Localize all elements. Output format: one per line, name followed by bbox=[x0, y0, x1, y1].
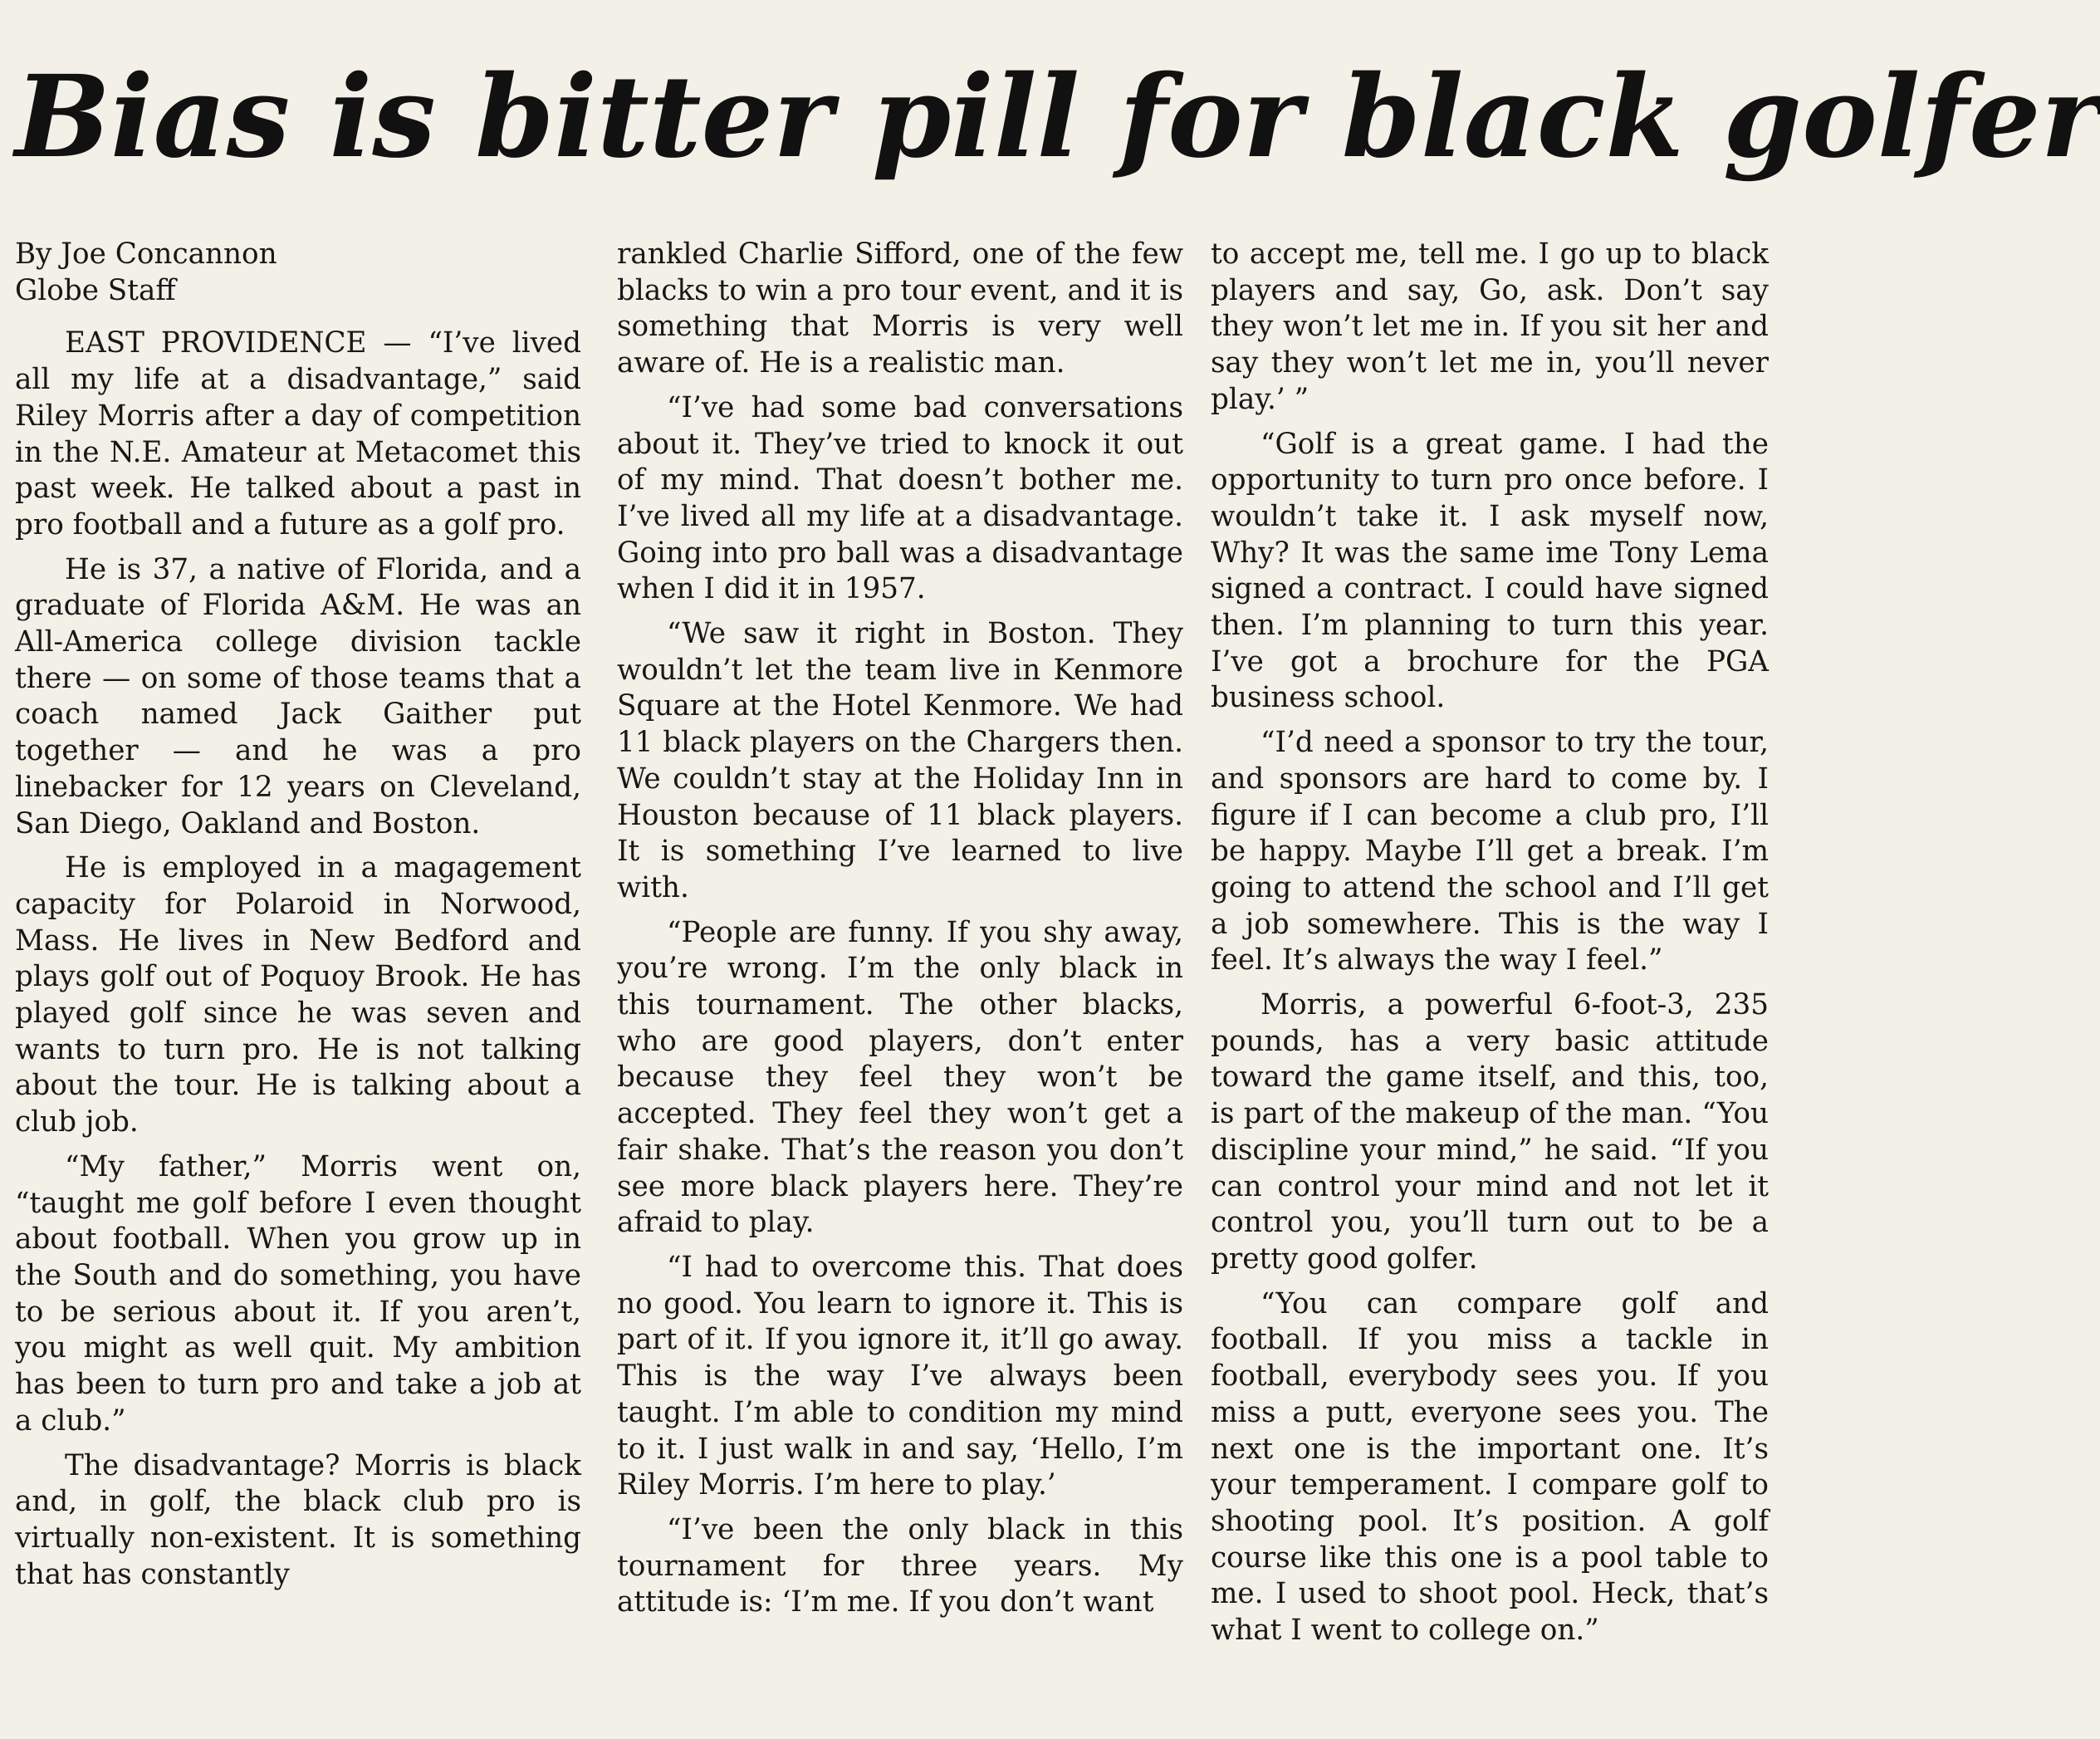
article-paragraph: “We saw it right in Boston. They wouldn’t let the team live in Kenmore Square at the Hotel Kenmore. We had 11 black players on the Chargers then. We couldn’t stay at the Holiday Inn in Houston because of 11 black players. It is something I’ve learned to live with. bbox=[617, 617, 1183, 904]
article-paragraph: “People are funny. If you shy away, you’re wrong. I’m the only black in this tournament. The other blacks, who are good players, don’t enter because they feel they won’t be accepted. They feel they won’t get a fair shake. That’s the reason you don’t see more black players here. They’re afraid to play. bbox=[617, 915, 1183, 1240]
article-paragraph: “You can compare golf and football. If you miss a tackle in football, everybody sees you. If you miss a putt, everyone sees you. The next one is the important one. It’s your temperament. I compare golf to shooting pool. It’s position. A golf course like this one is a pool table to me. I used to shoot pool. Heck, that’s what I went to college on.” bbox=[1211, 1286, 1769, 1648]
article-column-3 bbox=[1211, 237, 1769, 1723]
byline-author: By Joe Concannon bbox=[15, 238, 277, 271]
byline bbox=[15, 237, 581, 309]
article-paragraph: Morris, a powerful 6-foot-3, 235 pounds, has a very basic attitude toward the game itself, and this, too, is part of the makeup of the man. “You discipline your mind,” he said. “If you can control your mind and not let it control you, you’ll turn out to be a pretty good golfer. bbox=[1211, 988, 1769, 1276]
article-paragraph: The disadvantage? Morris is black and, in golf, the black club pro is virtually non-existent. It is something that has constantly bbox=[15, 1448, 581, 1591]
article-paragraph: “My father,” Morris went on, “taught me golf before I even thought about football. When you grow up in the South and do something, you have to be serious about it. If you aren’t, you might as well quit. My ambition has been to turn pro and take a job at a club.” bbox=[15, 1149, 581, 1438]
article-column-2 bbox=[617, 237, 1183, 1723]
article-column-1 bbox=[15, 237, 581, 1723]
dateline: EAST PROVIDENCE — bbox=[65, 326, 412, 360]
article-paragraph: “I’ve had some bad conversations about it. They’ve tried to knock it out of my mind. That doesn’t bother me. I’ve lived all my life at a disadvantage. Going into pro ball was a disadvantage when I did it in 1957. bbox=[617, 390, 1183, 606]
article-paragraph: “I’d need a sponsor to try the tour, and sponsors are hard to come by. I figure if I can become a club pro, I’ll be happy. Maybe I’ll get a break. I’m going to attend the school and I’ll get a job somewhere. This is the way I feel. It’s always the way I feel.” bbox=[1211, 726, 1769, 977]
article-paragraph: “Golf is a great game. I had the opportunity to turn pro once before. I wouldn’t take it. I ask myself now, Why? It was the same ime Tony Lema signed a contract. I could have signed then. I’m planning to turn this year. I’ve got a brochure for the PGA business school. bbox=[1211, 427, 1769, 715]
headline: Bias is bitter pill for black golfer bbox=[15, 51, 2100, 184]
article-paragraph-continued: to accept me, tell me. I go up to black players and say, Go, ask. Don’t say they won’t let me in. If you sit her and say they won’t let me in, you’ll never play.’ ” bbox=[1211, 238, 1769, 416]
article-paragraph bbox=[15, 326, 581, 543]
article-paragraph-continued: rankled Charlie Sifford, one of the few blacks to win a pro tour event, and it is something that Morris is very well aware of. He is a realistic man. bbox=[617, 238, 1183, 380]
paragraph-text: “I’ve lived all my life at a disadvantage,” said Riley Morris after a day of competition in the N.E. Amateur at Metacomet this past week. He talked about a past in pro football and a future as a golf pro. bbox=[15, 326, 581, 541]
article-paragraph: “I’ve been the only black in this tournament for three years. My attitude is: ‘I’m me. If you don’t want bbox=[617, 1512, 1183, 1619]
byline-staff: Globe Staff bbox=[15, 273, 176, 307]
article-paragraph: He is 37, a native of Florida, and a graduate of Florida A&M. He was an All-America college division tackle there — on some of those teams that a coach named Jack Gaither put together — and he was a pro linebacker for 12 years on Cleveland, San Diego, Oakland and Boston. bbox=[15, 552, 581, 840]
article-paragraph: He is employed in a magagement capacity for Polaroid in Norwood, Mass. He lives in New Bedford and plays golf out of Poquoy Brook. He has played golf since he was seven and wants to turn pro. He is not talking about the tour. He is talking about a club job. bbox=[15, 851, 581, 1139]
article-paragraph: “I had to overcome this. That does no good. You learn to ignore it. This is part of it. If you ignore it, it’ll go away. This is the way I’ve always been taught. I’m able to condition my mind to it. I just walk in and say, ‘Hello, I’m Riley Morris. I’m here to play.’ bbox=[617, 1250, 1183, 1502]
